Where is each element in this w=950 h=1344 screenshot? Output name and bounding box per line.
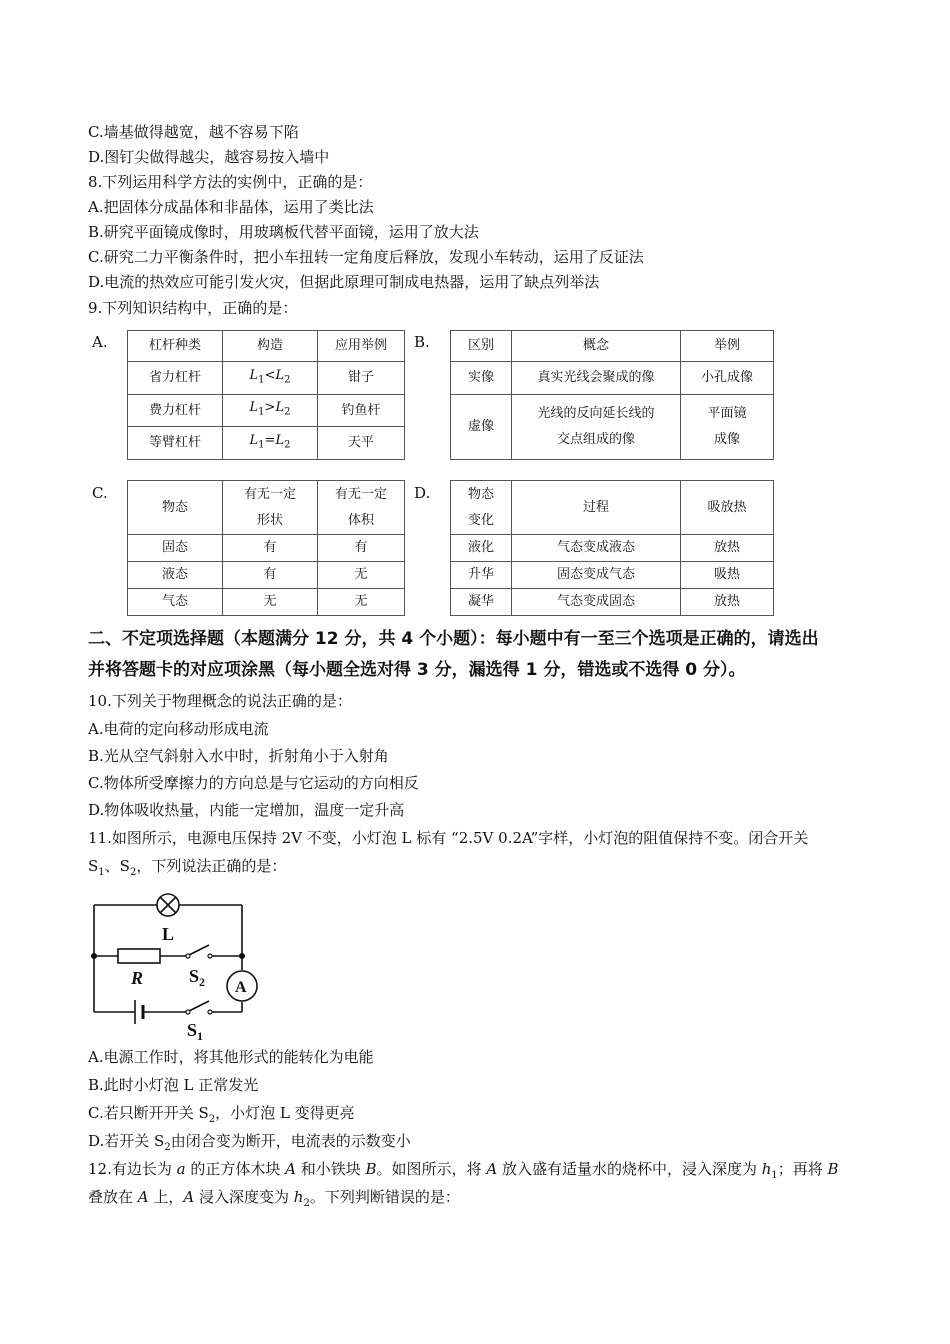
table-header: 物态 变化 xyxy=(451,481,512,535)
q8-option-d: D.电流的热效应可能引发火灾，但据此原理可制成电热器，运用了缺点列举法 xyxy=(88,273,600,291)
table-row xyxy=(128,362,405,395)
table-a-label: A. xyxy=(92,333,108,351)
table-row: 液态 有 无 xyxy=(128,562,405,589)
circuit-diagram xyxy=(85,890,265,1040)
q11-stem-line2: $S_1$、$S_2$，下列说法正确的是： xyxy=(88,857,287,878)
q10-option-c: C.物体所受摩擦力的方向总是与它运动的方向相反 xyxy=(88,774,419,792)
table-cell: 实像 xyxy=(451,362,512,395)
lamp-label: L xyxy=(162,924,175,944)
table-b-image xyxy=(450,330,774,460)
table-cell: 等臂杠杆 xyxy=(128,427,223,460)
q7-option-d: D.图钉尖做得越尖，越容易按入墙中 xyxy=(88,148,330,166)
table-cell: 天平 xyxy=(318,427,405,460)
q11-option-b: B.此时小灯泡 L 正常发光 xyxy=(88,1076,259,1094)
section-heading-line2: 并将答题卡的对应项涂黑（每小题全选对得 3 分，漏选得 1 分，错选或不选得 0 分）。 xyxy=(88,660,746,680)
table-cell: 虚像 xyxy=(451,395,512,460)
q7-option-c: C.墙基做得越宽，越不容易下陷 xyxy=(88,123,299,141)
table-cell: 平面镜 成像 xyxy=(681,395,774,460)
q10-option-d: D.物体吸收热量，内能一定增加，温度一定升高 xyxy=(88,801,405,819)
q12-stem-line2: 叠放在 A 上，A 浸入深度变为 $h_2$。下列判断错误的是： xyxy=(88,1188,460,1209)
table-header: 有无一定 形状 xyxy=(223,481,318,535)
table-cell: $L_1=L_2$ xyxy=(223,427,318,460)
table-d-label: D. xyxy=(414,484,431,502)
table-cell: 钳子 xyxy=(318,362,405,395)
q8-option-a: A.把固体分成晶体和非晶体，运用了类比法 xyxy=(88,198,374,216)
table-header: 应用举例 xyxy=(318,331,405,362)
q11-stem-line1: 11.如图所示，电源电压保持 2V 不变，小灯泡 L 标有 “2.5V 0.2A”字样，小灯泡的阻值保持不变。闭合开关 xyxy=(88,829,809,847)
table-cell: 省力杠杆 xyxy=(128,362,223,395)
q10-option-b: B.光从空气斜射入水中时，折射角小于入射角 xyxy=(88,747,389,765)
switch1-label: $S_1$ xyxy=(187,1020,204,1040)
table-header: 吸放热 xyxy=(681,481,774,535)
table-header: 概念 xyxy=(512,331,681,362)
table-header: 构造 xyxy=(223,331,318,362)
table-cell: 小孔成像 xyxy=(681,362,774,395)
table-cell: 真实光线会聚成的像 xyxy=(512,362,681,395)
table-row: 凝华 气态变成固态 放热 xyxy=(451,589,774,616)
table-row xyxy=(451,362,774,395)
table-row: 液化 气态变成液态 放热 xyxy=(451,535,774,562)
table-d-phase xyxy=(450,480,774,616)
table-c-label: C. xyxy=(92,484,108,502)
lamp-symbol xyxy=(157,894,179,916)
table-row xyxy=(128,395,405,427)
q8-stem: 8.下列运用科学方法的实例中，正确的是： xyxy=(88,173,373,191)
table-c-state xyxy=(127,480,405,616)
table-cell: 光线的反向延长线的 交点组成的像 xyxy=(512,395,681,460)
ammeter-label: A xyxy=(235,979,247,996)
q11-option-d: D.若开关 $S_2$由闭合变为断开，电流表的示数变小 xyxy=(88,1132,411,1153)
q11-option-c: C.若只断开开关 $S_2$，小灯泡 L 变得更亮 xyxy=(88,1104,355,1125)
table-row xyxy=(451,395,774,460)
table-header: 举例 xyxy=(681,331,774,362)
table-row: 气态 无 无 xyxy=(128,589,405,616)
table-b-label: B. xyxy=(414,333,430,351)
resistor-label: R xyxy=(131,968,144,988)
battery-symbol xyxy=(135,1000,143,1024)
table-row: 固态 有 有 xyxy=(128,535,405,562)
table-cell: 钓鱼杆 xyxy=(318,395,405,427)
q11-option-a: A.电源工作时，将其他形式的能转化为电能 xyxy=(88,1048,374,1066)
table-cell: $L_1<L_2$ xyxy=(223,362,318,395)
table-cell: 费力杠杆 xyxy=(128,395,223,427)
table-row: 升华 固态变成气态 吸热 xyxy=(451,562,774,589)
q10-option-a: A.电荷的定向移动形成电流 xyxy=(88,720,269,738)
q8-option-c: C.研究二力平衡条件时，把小车扭转一定角度后释放，发现小车转动，运用了反证法 xyxy=(88,248,644,266)
switch2-label: $S_2$ xyxy=(189,966,206,989)
q12-stem-line1: 12.有边长为 a 的正方体木块 A 和小铁块 B。如图所示，将 A 放入盛有适量水的烧杯中，浸入深度为 $h_1$；再将 B xyxy=(88,1160,839,1181)
table-cell: $L_1>L_2$ xyxy=(223,395,318,427)
table-header: 过程 xyxy=(512,481,681,535)
q8-option-b: B.研究平面镜成像时，用玻璃板代替平面镜，运用了放大法 xyxy=(88,223,479,241)
table-a-lever xyxy=(127,330,405,460)
table-header: 区别 xyxy=(451,331,512,362)
table-header: 杠杆种类 xyxy=(128,331,223,362)
q9-stem: 9.下列知识结构中，正确的是： xyxy=(88,299,298,317)
table-row xyxy=(128,427,405,460)
table-header: 物态 xyxy=(128,481,223,535)
table-header: 有无一定 体积 xyxy=(318,481,405,535)
q10-stem: 10.下列关于物理概念的说法正确的是： xyxy=(88,692,352,710)
section-heading-line1: 二、不定项选择题（本题满分 12 分，共 4 个小题）：每小题中有一至三个选项是正确的，请选出 xyxy=(88,629,819,649)
